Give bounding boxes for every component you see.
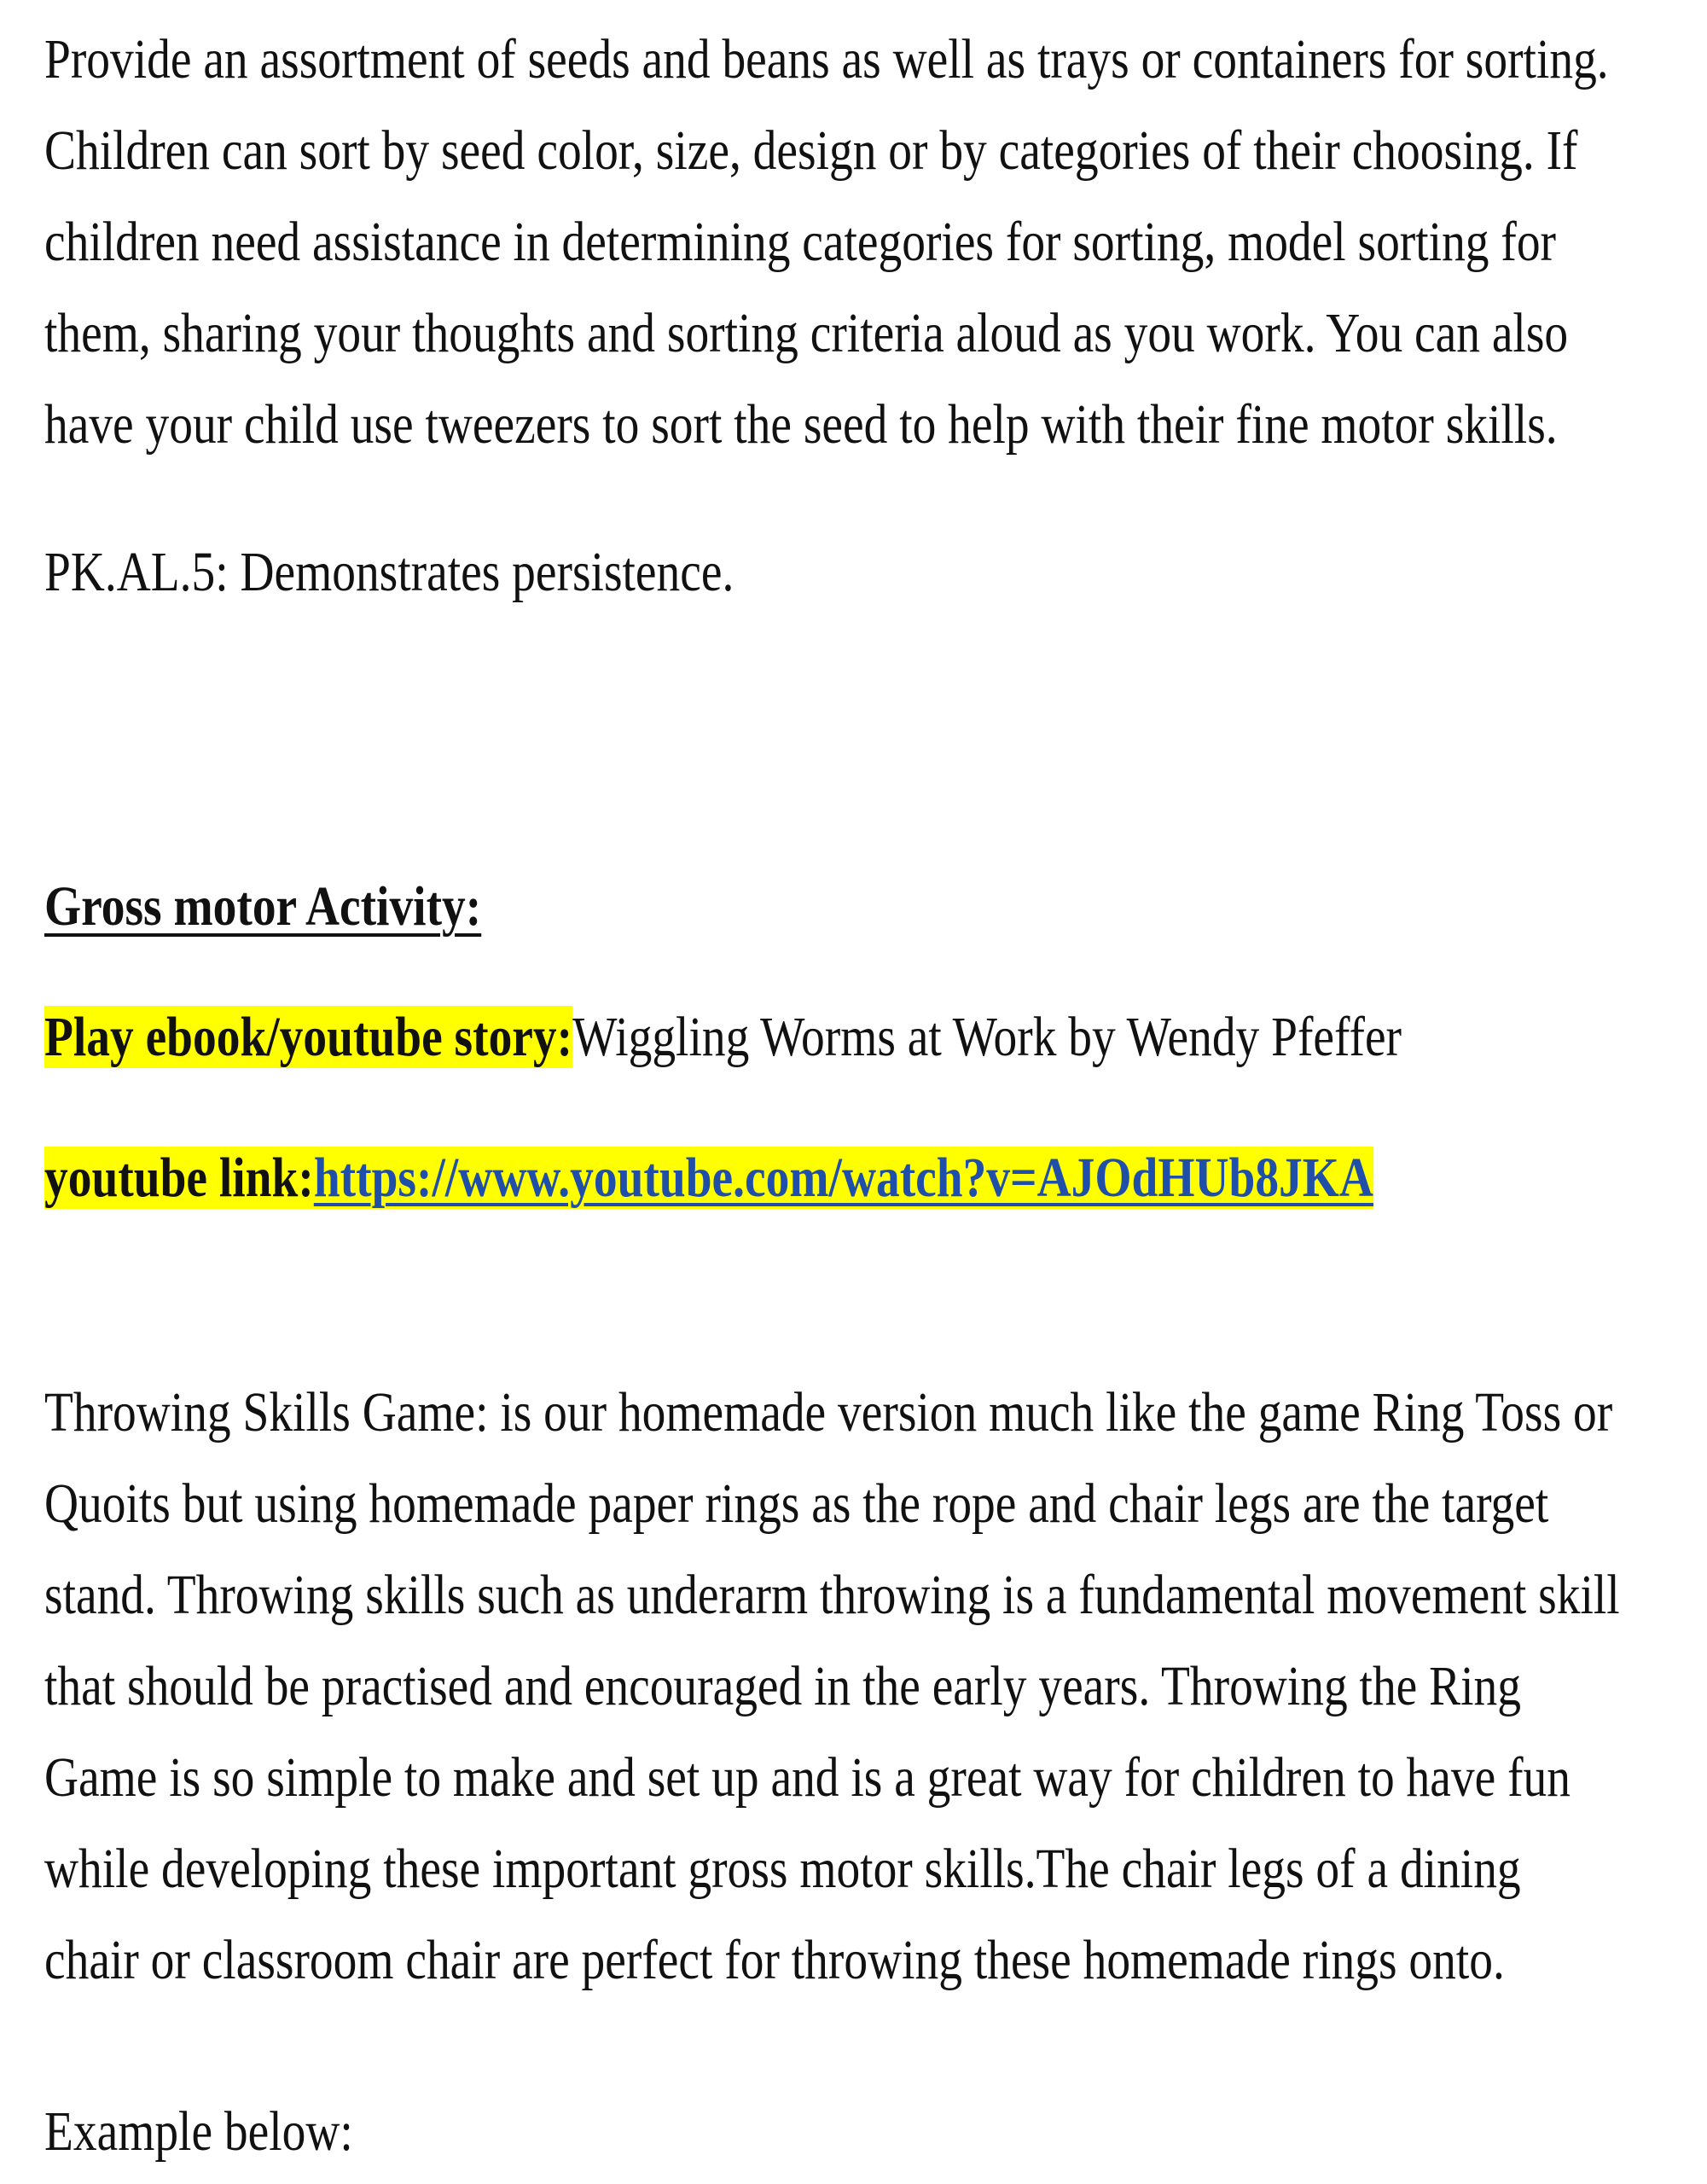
paragraph-line: children need assistance in determining categories for sorting, model sorting for (44, 211, 1557, 273)
youtube-link[interactable]: https://www.youtube.com/watch?v=AJOdHUb8JKA (313, 1147, 1373, 1209)
paragraph-line: have your child use tweezers to sort the seed to help with their fine motor skills. (44, 393, 1558, 456)
gross-motor-heading (44, 861, 1406, 952)
standard-line: PK.AL.5: Demonstrates persistence. (44, 541, 734, 603)
heading-text: Gross motor Activity: (44, 875, 482, 938)
paragraph-line: Provide an assortment of seeds and beans as well as trays or containers for sorting. (44, 28, 1609, 90)
story-label: Play ebook/youtube story: (44, 1006, 573, 1068)
paragraph-line: that should be practised and encouraged in the early years. Throwing the Ring (44, 1655, 1521, 1717)
paragraph-line: them, sharing your thoughts and sorting criteria aloud as you work. You can also (44, 302, 1569, 364)
story-line (44, 991, 1406, 1083)
youtube-label: youtube link: (44, 1147, 314, 1209)
youtube-highlight (44, 1147, 1373, 1209)
paragraph-line: Children can sort by seed color, size, design or by categories of their choosing. If (44, 119, 1578, 182)
paragraph-line: Game is so simple to make and set up and is a great way for children to have fun (44, 1746, 1571, 1809)
paragraph-line: Throwing Skills Game: is our homemade version much like the game Ring Toss or (44, 1381, 1613, 1443)
example-label: Example below: (44, 2100, 353, 2163)
paragraph-line: chair or classroom chair are perfect for throwing these homemade rings onto. (44, 1929, 1505, 1991)
throwing-paragraph (44, 1367, 1620, 2006)
youtube-line (44, 1132, 1406, 1223)
story-title: Wiggling Worms at Work by Wendy Pfeffer (572, 1006, 1402, 1068)
paragraph-line: stand. Throwing skills such as underarm throwing is a fundamental movement skill (44, 1564, 1620, 1626)
paragraph-line: while developing these important gross motor skills.The chair legs of a dining (44, 1838, 1521, 1900)
sorting-paragraph (44, 14, 1609, 470)
paragraph-line: Quoits but using homemade paper rings as the rope and chair legs are the target (44, 1472, 1549, 1535)
